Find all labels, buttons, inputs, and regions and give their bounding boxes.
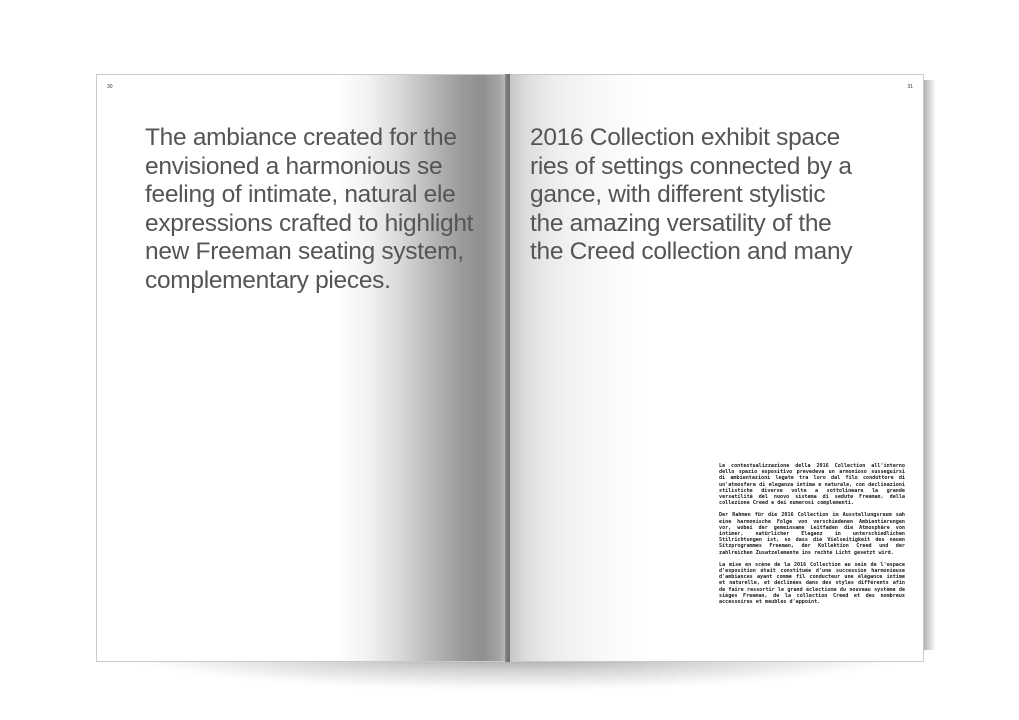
text-line: envisioned a harmonious se xyxy=(145,152,443,180)
magazine-spread xyxy=(96,74,926,662)
page-number-left: 30 xyxy=(107,84,113,90)
paragraph-german: Der Rahmen für die 2016 Collection im Ausstellungsraum sah eine harmonische Folge von verschiedenen Ambientierungen vor, wobei der gemeinsame Leitfaden die Atmosphäre von intimer, natürlicher Eleganz in unterschiedlichen Stilrichtungen ist, so dass die Vielseitigkeit des neuen Sitzprogrammes Freeman, der Kollektion Creed und der zahlreichen Zusatzelemente ins rechte Licht gesetzt wird. xyxy=(719,512,905,556)
right-page xyxy=(510,74,924,662)
text-line: complementary pieces. xyxy=(145,266,391,294)
text-line: expressions crafted to highlight xyxy=(145,209,474,237)
text-line: The ambiance created for the xyxy=(145,124,457,151)
text-line: new Freeman seating system, xyxy=(145,238,464,265)
right-headline-text xyxy=(530,124,895,267)
text-line: 2016 Collection exhibit space xyxy=(530,124,841,151)
left-page xyxy=(96,74,509,662)
paragraph-italian: Le contestualizzazione della 2016 Collection all'interno dello spazio espositivo prevedeva un armonioso susseguirsi di ambientazioni legate tra loro dal filo conduttore di un'atmosfera di eleganza intima e naturale, con declinazioni stilistiche diverse volte a sottolineare la grande versatilità del nuovo sistema di sedute Freeman, della collezione Creed e dei numerosi complementi. xyxy=(719,463,905,507)
page-number-right: 31 xyxy=(907,84,913,90)
text-line: ries of settings connected by a xyxy=(530,152,852,180)
multilingual-body-text xyxy=(719,463,905,611)
text-line: the Creed collection and many xyxy=(530,238,853,265)
paragraph-french: La mise en scène de la 2016 Collection au sein de l'espace d'exposition était constituée d'une succession harmonieuse d'ambiances ayant comme fil conducteur une élégance intime et naturelle, et déclinées dans des styles différents afin de faire ressortir le grand éclectisme du nouveau système de sièges Freeman, de la collection Creed et des nombreux accessoires et meubles d'appoint. xyxy=(719,561,905,606)
text-line: feeling of intimate, natural ele xyxy=(145,181,456,208)
left-headline-text xyxy=(145,124,495,295)
text-line: gance, with different stylistic xyxy=(530,181,826,208)
text-line: the amazing versatility of the xyxy=(530,209,832,237)
